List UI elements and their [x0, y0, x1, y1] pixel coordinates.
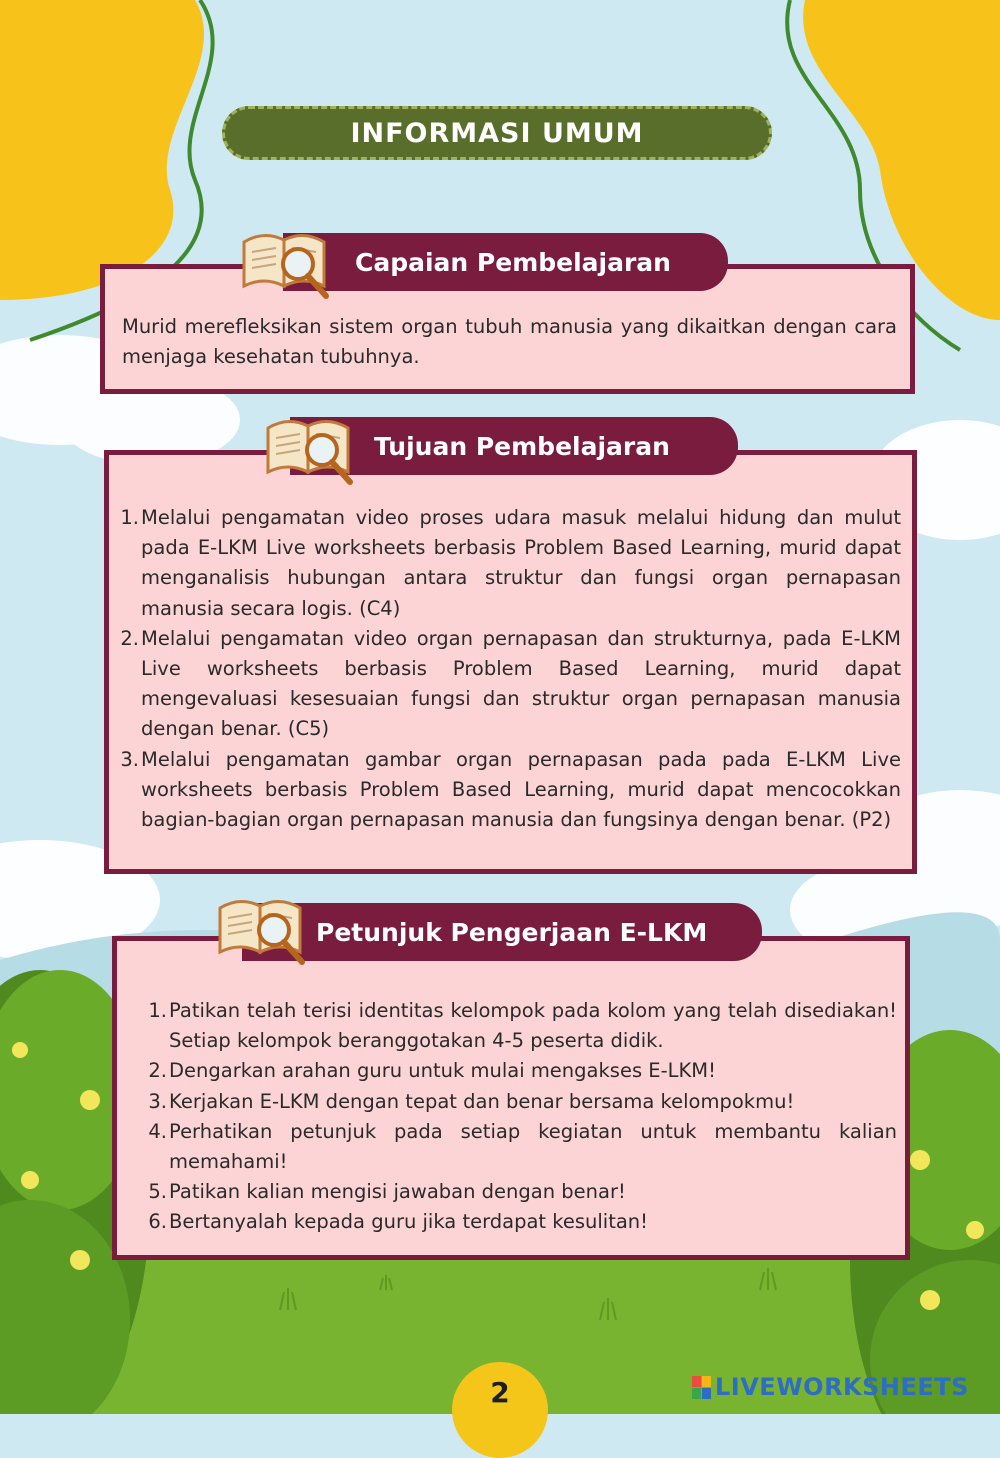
list-text: Dengarkan arahan guru untuk mulai mengakses E-LKM!: [169, 1059, 716, 1083]
list-item: [147, 996, 897, 1056]
liveworksheets-brand: [692, 1373, 969, 1401]
brand-name: LIVEWORKSHEETS: [715, 1373, 969, 1401]
tujuan-list: [119, 503, 901, 835]
list-number: 3.: [120, 747, 139, 771]
list-number: 3.: [148, 1089, 167, 1113]
list-item: [147, 1056, 897, 1086]
page-number-badge: [452, 1362, 548, 1458]
list-number: 2.: [148, 1059, 167, 1083]
petunjuk-tab: [242, 903, 762, 961]
list-number: 2.: [120, 626, 139, 650]
list-number: 6.: [148, 1210, 167, 1234]
list-item: [147, 1117, 897, 1177]
book-magnifier-icon: [214, 890, 310, 968]
list-item: [147, 1087, 897, 1117]
list-number: 1.: [148, 999, 167, 1022]
list-text: Melalui pengamatan video organ pernapasan dan strukturnya, pada E-LKM Live worksheets berbasis Problem Based Learning, murid dapat mengevaluasi kesesuaian fungsi dan struktur organ pernapasan manusia dengan benar. (C5): [141, 626, 901, 741]
list-item: [119, 624, 901, 745]
list-text: Patikan telah terisi identitas kelompok pada kolom yang telah disediakan! Setiap kelompok beranggotakan 4-5 peserta didik.: [169, 999, 897, 1053]
list-item: [119, 745, 901, 836]
list-text: Melalui pengamatan video proses udara masuk melalui hidung dan mulut pada E-LKM Live worksheets berbasis Problem Based Learning, murid dapat menganalisis hubungan antara struktur dan fungsi organ pernapasan manusia secara logis. (C4): [141, 506, 901, 620]
capaian-title: Capaian Pembelajaran: [355, 247, 671, 277]
list-text: Melalui pengamatan gambar organ pernapasan pada pada E-LKM Live worksheets berbasis Problem Based Learning, murid dapat mencocokkan bagian-bagian organ pernapasan manusia dan fungsinya dengan benar. (P2): [141, 747, 901, 832]
banner-title: INFORMASI UMUM: [350, 117, 644, 149]
page-number: 2: [490, 1376, 510, 1409]
capaian-tab: [283, 233, 728, 291]
section-banner: [222, 106, 772, 160]
list-item: [147, 1207, 897, 1237]
list-number: 4.: [148, 1119, 167, 1143]
tujuan-title: Tujuan Pembelajaran: [374, 431, 670, 461]
book-magnifier-icon: [262, 410, 358, 488]
capaian-text: Murid merefleksikan sistem organ tubuh manusia yang dikaitkan dengan cara menjaga kesehatan tubuhnya.: [122, 315, 897, 368]
list-number: 5.: [148, 1180, 167, 1204]
list-text: Kerjakan E-LKM dengan tepat dan benar bersama kelompokmu!: [169, 1089, 795, 1113]
list-text: Perhatikan petunjuk pada setiap kegiatan untuk membantu kalian memahami!: [169, 1119, 897, 1174]
list-number: 1.: [120, 506, 139, 529]
tujuan-box: [104, 450, 917, 874]
petunjuk-title: Petunjuk Pengerjaan E-LKM: [316, 917, 708, 947]
list-text: Bertanyalah kepada guru jika terdapat kesulitan!: [169, 1210, 648, 1234]
petunjuk-box: [112, 936, 910, 1260]
list-item: [119, 503, 901, 624]
list-text: Patikan kalian mengisi jawaban dengan benar!: [169, 1180, 626, 1204]
petunjuk-list: [147, 996, 897, 1238]
liveworksheets-logo-icon: [692, 1376, 710, 1398]
book-magnifier-icon: [238, 224, 334, 302]
list-item: [147, 1177, 897, 1207]
